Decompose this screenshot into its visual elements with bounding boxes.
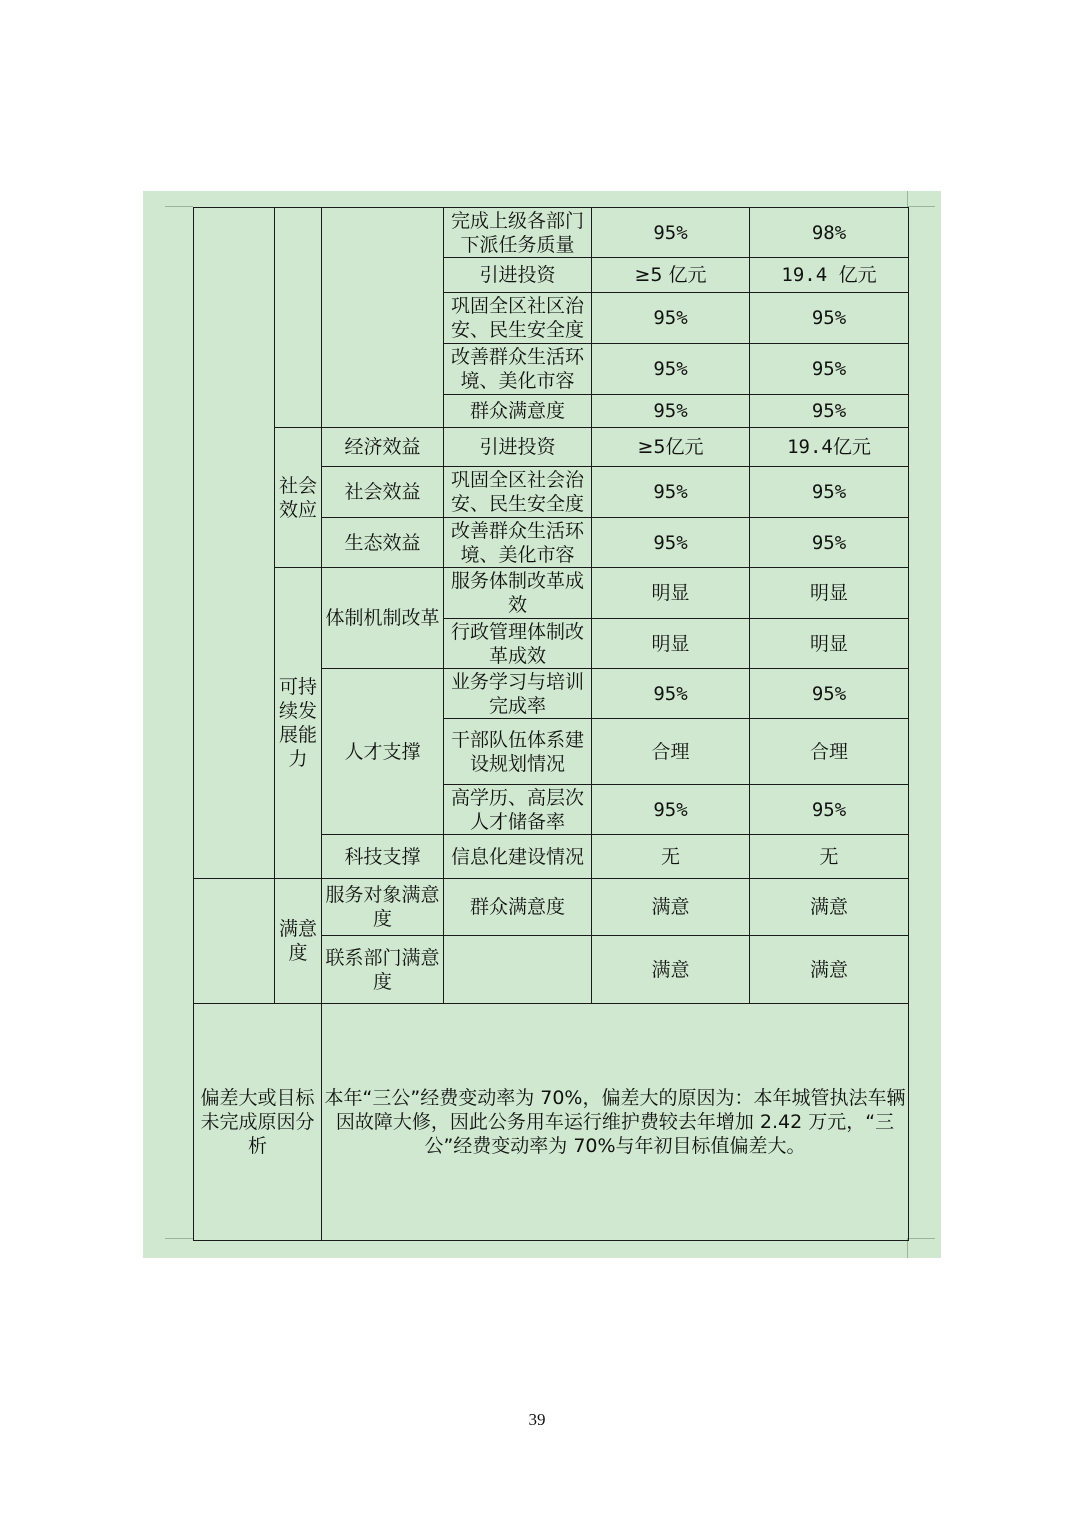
table-row [194, 568, 909, 619]
table-row [194, 208, 909, 258]
actual-value-cell: 19.4亿元 [750, 428, 909, 467]
actual-value-cell: 无 [750, 835, 909, 879]
subcategory-economic: 经济效益 [322, 428, 444, 467]
actual-value-cell: 95% [750, 669, 909, 719]
target-value-cell: 95% [592, 518, 750, 568]
actual-value-cell: 满意 [750, 879, 909, 936]
actual-value-cell: 95% [750, 518, 909, 568]
page-number: 39 [528, 1410, 546, 1429]
subcategory-service-target: 服务对象满意度 [322, 879, 444, 936]
actual-value-cell: 95% [750, 293, 909, 344]
indicator-cell: 高学历、高层次人才储备率 [444, 785, 592, 835]
subcategory-ecological: 生态效益 [322, 518, 444, 568]
actual-value-cell: 95% [750, 467, 909, 518]
target-value-cell: 95% [592, 467, 750, 518]
target-value-cell: 95% [592, 395, 750, 428]
performance-table [193, 207, 909, 1241]
category-level1-cell [194, 879, 275, 1004]
subcategory-talent: 人才支撑 [322, 669, 444, 835]
indicator-cell: 完成上级各部门下派任务质量 [444, 208, 592, 258]
target-value-cell: 95% [592, 669, 750, 719]
indicator-cell: 改善群众生活环境、美化市容 [444, 518, 592, 568]
indicator-cell: 信息化建设情况 [444, 835, 592, 879]
indicator-cell: 巩固全区社区治安、民生安全度 [444, 293, 592, 344]
deviation-text: 本年“三公”经费变动率为 70%，偏差大的原因为：本年城管执法车辆因故障大修，因此公务用车运行维护费较去年增加 2.42 万元，“三公”经费变动率为 70%与年初目标值偏差大。 [322, 1004, 909, 1241]
subcategory-social: 社会效益 [322, 467, 444, 518]
indicator-cell: 服务体制改革成效 [444, 568, 592, 619]
indicator-cell: 群众满意度 [444, 395, 592, 428]
category-satisfaction: 满意度 [275, 879, 322, 1004]
indicator-cell [444, 936, 592, 1004]
actual-value-cell: 合理 [750, 719, 909, 785]
subcategory-related-dept: 联系部门满意度 [322, 936, 444, 1004]
crop-mark [907, 206, 935, 207]
target-value-cell: ≥5 亿元 [592, 258, 750, 293]
actual-value-cell: 95% [750, 344, 909, 395]
target-value-cell: ≥5亿元 [592, 428, 750, 467]
actual-value-cell: 满意 [750, 936, 909, 1004]
actual-value-cell: 98% [750, 208, 909, 258]
target-value-cell: 95% [592, 344, 750, 395]
category-social-effect: 社会效应 [275, 428, 322, 568]
crop-mark [907, 1238, 935, 1239]
target-value-cell: 95% [592, 208, 750, 258]
indicator-cell: 巩固全区社会治安、民生安全度 [444, 467, 592, 518]
indicator-cell: 干部队伍体系建设规划情况 [444, 719, 592, 785]
indicator-cell: 引进投资 [444, 258, 592, 293]
table-row [194, 879, 909, 936]
deviation-row [194, 1004, 909, 1241]
crop-mark [907, 1238, 908, 1258]
target-value-cell: 明显 [592, 619, 750, 669]
target-value-cell: 95% [592, 785, 750, 835]
target-value-cell: 合理 [592, 719, 750, 785]
indicator-cell: 引进投资 [444, 428, 592, 467]
category-level3-cell [322, 208, 444, 428]
indicator-cell: 业务学习与培训完成率 [444, 669, 592, 719]
indicator-cell: 行政管理体制改革成效 [444, 619, 592, 669]
deviation-label: 偏差大或目标未完成原因分析 [194, 1004, 322, 1241]
category-sustainable: 可持续发展能力 [275, 568, 322, 879]
category-level2-cell [275, 208, 322, 428]
indicator-cell: 改善群众生活环境、美化市容 [444, 344, 592, 395]
target-value-cell: 满意 [592, 879, 750, 936]
subcategory-reform: 体制机制改革 [322, 568, 444, 669]
crop-mark [165, 206, 193, 207]
indicator-cell: 群众满意度 [444, 879, 592, 936]
target-value-cell: 满意 [592, 936, 750, 1004]
crop-mark [165, 1238, 193, 1239]
actual-value-cell: 明显 [750, 568, 909, 619]
actual-value-cell: 95% [750, 785, 909, 835]
target-value-cell: 明显 [592, 568, 750, 619]
subcategory-tech: 科技支撑 [322, 835, 444, 879]
target-value-cell: 95% [592, 293, 750, 344]
actual-value-cell: 明显 [750, 619, 909, 669]
target-value-cell: 无 [592, 835, 750, 879]
crop-mark [907, 191, 908, 207]
actual-value-cell: 19.4 亿元 [750, 258, 909, 293]
category-level1-cell [194, 208, 275, 879]
actual-value-cell: 95% [750, 395, 909, 428]
table-row [194, 428, 909, 467]
